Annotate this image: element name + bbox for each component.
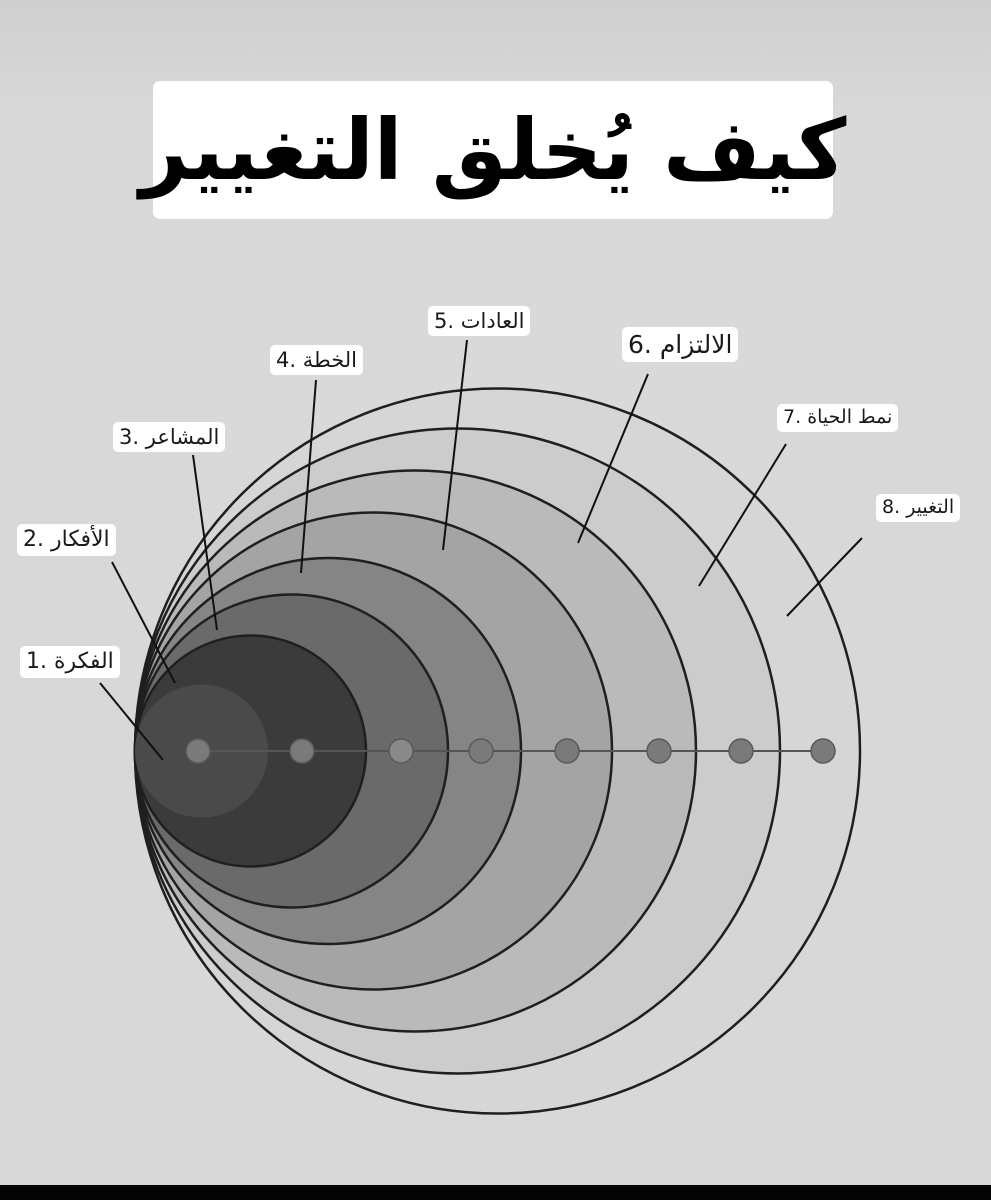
stage-text: الفكرة [54,649,114,674]
stage-text: التغيير [906,496,955,518]
stage-dot-6 [647,739,671,763]
page-title: كيف يُخلق التغيير [139,101,847,199]
stage-number: 6. [628,330,652,359]
stage-number: 1. [26,649,47,674]
stage-label-1 [20,646,120,678]
stage-dot-5 [555,739,579,763]
stage-number: 4. [276,348,297,372]
stage-dot-3 [389,739,413,763]
stage-number: 8. [882,496,901,518]
stage-dot-2 [290,739,314,763]
stage-dot-1 [186,739,210,763]
stage-label-6 [622,327,738,362]
stage-text: الأفكار [51,527,110,552]
bottom-bar [0,1185,991,1200]
stage-text: العادات [460,309,525,333]
stage-label-2 [17,524,116,556]
stage-text: الالتزام [659,330,733,359]
stage-label-5 [428,306,530,336]
stage-dot-8 [811,739,835,763]
stage-label-4 [270,345,363,375]
stage-label-7 [777,404,898,432]
stage-label-3 [113,422,225,452]
stage-text: الخطة [302,348,358,372]
stage-number: 3. [119,425,140,449]
stage-text: المشاعر [145,425,220,449]
stage-number: 5. [434,309,455,333]
stage-number: 7. [783,406,802,428]
stage-dot-7 [729,739,753,763]
stage-dot-4 [469,739,493,763]
stage-label-8 [876,494,960,522]
stage-text: نمط الحياة [807,406,893,428]
stage-number: 2. [23,527,44,552]
